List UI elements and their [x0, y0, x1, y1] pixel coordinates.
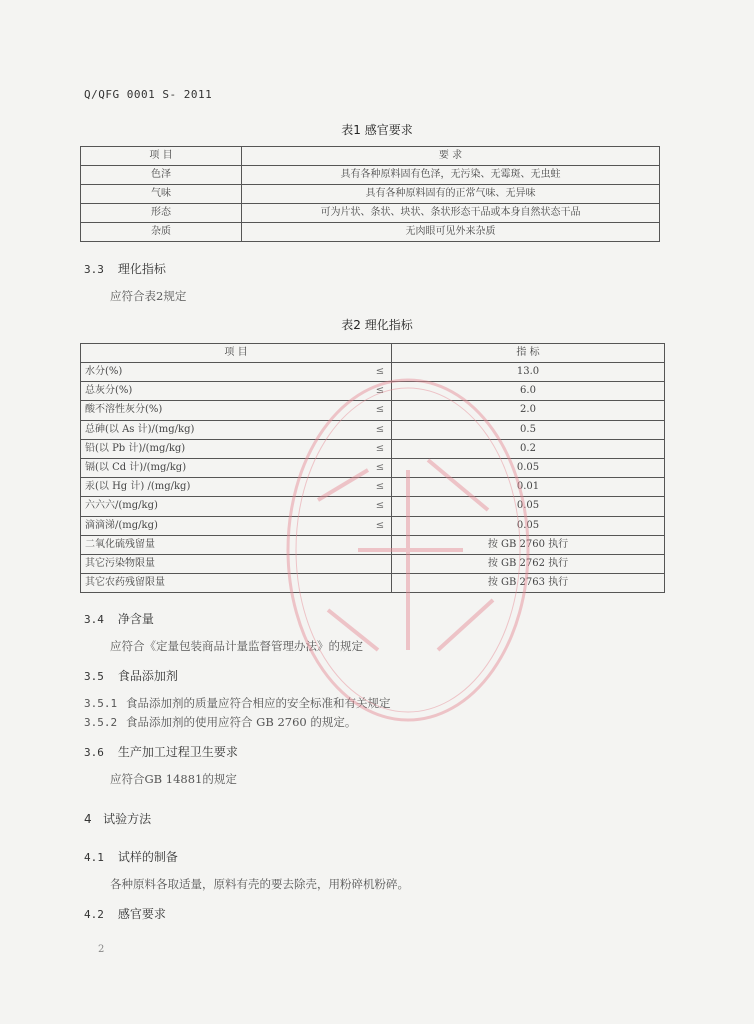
value-cell: 13.0: [392, 363, 665, 382]
item-cell: 色泽: [81, 166, 242, 185]
table-row: [81, 574, 665, 593]
item-cell: 水分(%): [81, 363, 370, 382]
item-cell: 形态: [81, 204, 242, 223]
table-row: [81, 554, 665, 573]
value-cell: 0.05: [392, 516, 665, 535]
header-item: 项 目: [81, 344, 392, 363]
section-title: 感官要求: [117, 907, 166, 921]
table1-caption: 表1 感官要求: [341, 123, 413, 137]
item-cell: 其它污染物限量: [81, 554, 370, 573]
operator-cell: ≤: [369, 516, 392, 535]
operator-cell: ≤: [369, 458, 392, 477]
section-3-3-text: 应符合表2规定: [110, 289, 187, 303]
value-cell: 0.05: [392, 497, 665, 516]
section-title: 理化指标: [117, 262, 166, 276]
section-number: 4: [84, 812, 92, 826]
section-number: 3.5: [84, 670, 104, 683]
operator-cell: ≤: [369, 382, 392, 401]
table-row: [81, 497, 665, 516]
item-cell: 六六六/(mg/kg): [81, 497, 370, 516]
value-cell: 按 GB 2763 执行: [392, 574, 665, 593]
section-number: 3.5.2: [84, 716, 118, 729]
section-3-4-heading: [84, 610, 154, 627]
table-row: [81, 166, 660, 185]
section-number: 3.4: [84, 613, 104, 626]
table-row: [81, 478, 665, 497]
value-cell: 0.2: [392, 439, 665, 458]
table-row: [81, 401, 665, 420]
section-4-1-heading: [84, 848, 178, 865]
section-number: 4.2: [84, 908, 104, 921]
table-row: [81, 363, 665, 382]
item-cell: 其它农药残留限量: [81, 574, 370, 593]
value-cell: 6.0: [392, 382, 665, 401]
operator-cell: ≤: [369, 478, 392, 497]
section-4-2-heading: [84, 905, 166, 922]
section-3-4-text: 应符合《定量包装商品计量监督管理办法》的规定: [110, 639, 363, 653]
table-row: [81, 458, 665, 477]
item-cell: 酸不溶性灰分(%): [81, 401, 370, 420]
item-cell: 杂质: [81, 223, 242, 242]
item-cell: 总砷(以 As 计)/(mg/kg): [81, 420, 370, 439]
item-cell: 镉(以 Cd 计)/(mg/kg): [81, 458, 370, 477]
item-cell: 二氧化硫残留量: [81, 535, 370, 554]
section-text: 食品添加剂的使用应符合 GB 2760 的规定。: [126, 715, 357, 729]
operator-cell: ≤: [369, 497, 392, 516]
table-header-row: [81, 344, 665, 363]
operator-cell: [369, 574, 392, 593]
sensory-table: [80, 146, 660, 242]
table-row: [81, 439, 665, 458]
operator-cell: [369, 554, 392, 573]
operator-cell: ≤: [369, 439, 392, 458]
operator-cell: ≤: [369, 420, 392, 439]
requirement-cell: 具有各种原料固有色泽，无污染、无霉斑、无虫蛀: [242, 166, 660, 185]
requirement-cell: 无肉眼可见外来杂质: [242, 223, 660, 242]
table-header-row: [81, 147, 660, 166]
standard-code: Q/QFG 0001 S- 2011: [84, 88, 213, 101]
section-3-6-heading: [84, 743, 238, 760]
table-row: [81, 516, 665, 535]
value-cell: 0.05: [392, 458, 665, 477]
section-title: 试样的制备: [117, 850, 178, 864]
section-number: 4.1: [84, 851, 104, 864]
item-cell: 铅(以 Pb 计)/(mg/kg): [81, 439, 370, 458]
requirement-cell: 可为片状、条状、块状、条状形态干品或本身自然状态干品: [242, 204, 660, 223]
table-row: [81, 223, 660, 242]
operator-cell: [369, 535, 392, 554]
requirement-cell: 具有各种原料固有的正常气味、无异味: [242, 185, 660, 204]
header-requirement: 要 求: [242, 147, 660, 166]
item-cell: 气味: [81, 185, 242, 204]
section-3-5-2: [84, 714, 356, 730]
item-cell: 汞(以 Hg 计) /(mg/kg): [81, 478, 370, 497]
header-index: 指 标: [392, 344, 665, 363]
section-4-heading: [84, 810, 151, 827]
table2-caption: 表2 理化指标: [341, 318, 413, 332]
section-number: 3.3: [84, 263, 104, 276]
section-3-6-text: 应符合GB 14881的规定: [110, 772, 237, 786]
section-number: 3.5.1: [84, 697, 118, 710]
section-title: 食品添加剂: [117, 669, 178, 683]
value-cell: 0.5: [392, 420, 665, 439]
section-3-3-heading: [84, 260, 166, 277]
table-row: [81, 420, 665, 439]
table-row: [81, 204, 660, 223]
physicochemical-table: [80, 343, 665, 593]
operator-cell: ≤: [369, 401, 392, 420]
value-cell: 0.01: [392, 478, 665, 497]
section-title: 试验方法: [103, 812, 152, 826]
header-item: 项 目: [81, 147, 242, 166]
item-cell: 滴滴涕/(mg/kg): [81, 516, 370, 535]
value-cell: 按 GB 2762 执行: [392, 554, 665, 573]
table-row: [81, 185, 660, 204]
section-4-1-text: 各种原料各取适量，原料有壳的要去除壳，用粉碎机粉碎。: [110, 877, 409, 891]
section-3-5-heading: [84, 667, 178, 684]
operator-cell: ≤: [369, 363, 392, 382]
table2-body: [81, 363, 665, 593]
value-cell: 2.0: [392, 401, 665, 420]
page-number: 2: [98, 944, 105, 955]
item-cell: 总灰分(%): [81, 382, 370, 401]
section-number: 3.6: [84, 746, 104, 759]
value-cell: 按 GB 2760 执行: [392, 535, 665, 554]
section-title: 生产加工过程卫生要求: [117, 745, 238, 759]
section-title: 净含量: [117, 612, 154, 626]
table-row: [81, 382, 665, 401]
section-text: 食品添加剂的质量应符合相应的安全标准和有关规定: [126, 696, 391, 710]
section-3-5-1: [84, 695, 391, 711]
table-row: [81, 535, 665, 554]
